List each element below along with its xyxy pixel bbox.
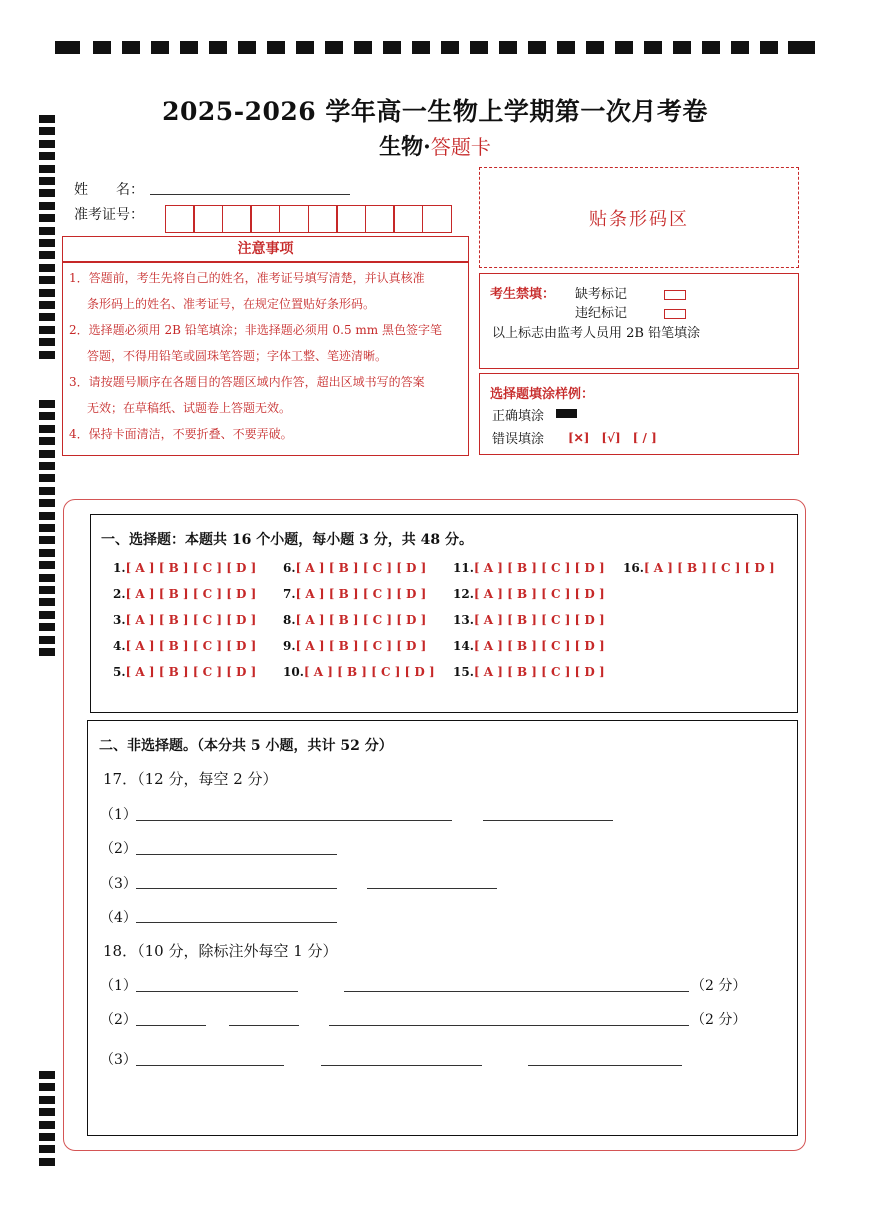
choice-question[interactable] bbox=[453, 665, 605, 679]
open-section-title: 二、非选择题。（本分共 5 小题，共计 52 分） bbox=[99, 738, 393, 754]
subtitle-main: 生物· bbox=[379, 134, 431, 160]
q17-sub-3: （3） bbox=[100, 876, 137, 892]
question-number: 8. bbox=[283, 613, 296, 627]
answer-options[interactable]: [ A ] [ B ] [ C ] [ D ] bbox=[125, 561, 257, 575]
correct-fill-sample bbox=[556, 409, 577, 418]
answer-options[interactable]: [ A ] [ B ] [ C ] [ D ] bbox=[303, 665, 435, 679]
question-number: 6. bbox=[283, 561, 296, 575]
notice-item: 2．选择题必须用 2B 铅笔填涂；非选择题必须用 0.5 mm 黑色签字笔 bbox=[69, 323, 443, 337]
answer-line[interactable] bbox=[136, 1065, 284, 1066]
barcode-area bbox=[479, 167, 799, 268]
choice-question[interactable] bbox=[113, 665, 256, 679]
wrong-fill-samples: [✕] [√] [ / ] bbox=[568, 431, 657, 445]
choice-question[interactable] bbox=[283, 639, 426, 653]
answer-line[interactable] bbox=[229, 1025, 299, 1026]
question-number: 13. bbox=[453, 613, 474, 627]
answer-line[interactable] bbox=[329, 1025, 689, 1026]
id-number-boxes[interactable] bbox=[166, 205, 452, 233]
choice-question[interactable] bbox=[283, 587, 426, 601]
points-note: （2 分） bbox=[691, 978, 747, 994]
question-number: 5. bbox=[113, 665, 126, 679]
page-subtitle bbox=[0, 130, 870, 161]
choice-question[interactable] bbox=[453, 613, 605, 627]
question-number: 15. bbox=[453, 665, 474, 679]
notice-item: 无效；在草稿纸、试题卷上答题无效。 bbox=[87, 401, 292, 415]
answer-line[interactable] bbox=[367, 888, 497, 889]
choice-question[interactable] bbox=[453, 561, 605, 575]
forbidden-note: 以上标志由监考人员用 2B 铅笔填涂 bbox=[492, 326, 701, 341]
absent-mark-box[interactable] bbox=[664, 285, 686, 304]
answer-options[interactable]: [ A ] [ B ] [ C ] [ D ] bbox=[473, 639, 605, 653]
question-17-heading: 17．（12 分，每空 2 分） bbox=[103, 770, 278, 788]
question-18-heading: 18．（10 分，除标注外每空 1 分） bbox=[103, 942, 338, 960]
choice-question[interactable] bbox=[113, 639, 256, 653]
answer-line[interactable] bbox=[321, 1065, 482, 1066]
points-note: （2 分） bbox=[691, 1012, 747, 1028]
correct-fill-label: 正确填涂 bbox=[492, 409, 545, 424]
answer-options[interactable]: [ A ] [ B ] [ C ] [ D ] bbox=[295, 639, 427, 653]
answer-line[interactable] bbox=[528, 1065, 682, 1066]
answer-options[interactable]: [ A ] [ B ] [ C ] [ D ] bbox=[295, 561, 427, 575]
q18-sub-3: （3） bbox=[100, 1052, 137, 1068]
notice-item: 条形码上的姓名、准考证号，在规定位置贴好条形码。 bbox=[87, 297, 376, 311]
question-number: 12. bbox=[453, 587, 474, 601]
question-number: 10. bbox=[283, 665, 304, 679]
question-number: 1. bbox=[113, 561, 126, 575]
question-number: 14. bbox=[453, 639, 474, 653]
choice-question[interactable] bbox=[453, 587, 605, 601]
subtitle-answer-card: 答题卡 bbox=[430, 135, 491, 159]
violation-mark-box[interactable] bbox=[664, 304, 686, 323]
examiner-only-box bbox=[479, 273, 799, 369]
answer-line[interactable] bbox=[136, 922, 337, 923]
choice-question[interactable] bbox=[453, 639, 605, 653]
question-number: 16. bbox=[623, 561, 644, 575]
q17-sub-1: （1） bbox=[100, 807, 137, 823]
q18-sub-2: （2） bbox=[100, 1012, 137, 1028]
question-number: 11. bbox=[453, 561, 474, 575]
choice-question[interactable] bbox=[113, 587, 256, 601]
question-number: 4. bbox=[113, 639, 126, 653]
name-field[interactable] bbox=[150, 194, 350, 195]
answer-options[interactable]: [ A ] [ B ] [ C ] [ D ] bbox=[125, 665, 257, 679]
absent-label: 缺考标记 bbox=[575, 287, 628, 302]
answer-options[interactable]: [ A ] [ B ] [ C ] [ D ] bbox=[125, 587, 257, 601]
notice-item: 4．保持卡面清洁，不要折叠、不要弄破。 bbox=[69, 427, 293, 441]
answer-options[interactable]: [ A ] [ B ] [ C ] [ D ] bbox=[473, 665, 605, 679]
q17-sub-4: （4） bbox=[100, 910, 137, 926]
answer-line[interactable] bbox=[136, 991, 298, 992]
wrong-fill-label: 错误填涂 bbox=[492, 432, 545, 447]
choice-question[interactable] bbox=[113, 613, 256, 627]
notice-item: 3．请按题号顺序在各题目的答题区域内作答，超出区域书写的答案 bbox=[69, 375, 425, 389]
choice-question[interactable] bbox=[283, 665, 435, 679]
choice-question[interactable] bbox=[113, 561, 256, 575]
answer-options[interactable]: [ A ] [ B ] [ C ] [ D ] bbox=[125, 639, 257, 653]
choice-question[interactable] bbox=[623, 561, 775, 575]
page-title: 2025-2026 学年高一生物上学期第一次月考卷 bbox=[162, 97, 708, 126]
answer-line[interactable] bbox=[136, 1025, 206, 1026]
violation-label: 违纪标记 bbox=[575, 306, 628, 321]
question-number: 7. bbox=[283, 587, 296, 601]
choice-question[interactable] bbox=[283, 561, 426, 575]
id-label: 准考证号： bbox=[74, 207, 144, 223]
answer-line[interactable] bbox=[136, 888, 337, 889]
notice-item: 答题，不得用铅笔或圆珠笔答题；字体工整、笔迹清晰。 bbox=[87, 349, 388, 363]
barcode-label: 贴条形码区 bbox=[589, 208, 689, 230]
open-section bbox=[87, 720, 798, 1136]
answer-options[interactable]: [ A ] [ B ] [ C ] [ D ] bbox=[473, 613, 605, 627]
notice-title: 注意事项 bbox=[62, 236, 469, 262]
question-number: 9. bbox=[283, 639, 296, 653]
question-number: 2. bbox=[113, 587, 126, 601]
choice-section bbox=[90, 514, 798, 713]
notice-item: 1．答题前，考生先将自己的姓名，准考证号填写清楚，并认真核准 bbox=[69, 271, 425, 285]
answer-line[interactable] bbox=[483, 820, 613, 821]
answer-line[interactable] bbox=[136, 854, 337, 855]
fill-example-box bbox=[479, 373, 799, 455]
answer-options[interactable]: [ A ] [ B ] [ C ] [ D ] bbox=[473, 587, 605, 601]
notice-box bbox=[62, 262, 469, 456]
q17-sub-2: （2） bbox=[100, 841, 137, 857]
choice-section-title: 一、选择题：本题共 16 个小题，每小题 3 分，共 48 分。 bbox=[101, 532, 473, 548]
question-number: 3. bbox=[113, 613, 126, 627]
answer-options[interactable]: [ A ] [ B ] [ C ] [ D ] bbox=[295, 613, 427, 627]
answer-line[interactable] bbox=[136, 820, 452, 821]
answer-options[interactable]: [ A ] [ B ] [ C ] [ D ] bbox=[125, 613, 257, 627]
forbidden-title: 考生禁填： bbox=[490, 287, 556, 302]
answer-options[interactable]: [ A ] [ B ] [ C ] [ D ] bbox=[643, 561, 775, 575]
answer-line[interactable] bbox=[344, 991, 689, 992]
name-label: 姓 名： bbox=[74, 182, 144, 198]
q18-sub-1: （1） bbox=[100, 978, 137, 994]
answer-options[interactable]: [ A ] [ B ] [ C ] [ D ] bbox=[295, 587, 427, 601]
answer-options[interactable]: [ A ] [ B ] [ C ] [ D ] bbox=[473, 561, 605, 575]
choice-question[interactable] bbox=[283, 613, 426, 627]
fill-example-title: 选择题填涂样例： bbox=[490, 387, 595, 402]
top-timing-marks bbox=[55, 41, 815, 55]
